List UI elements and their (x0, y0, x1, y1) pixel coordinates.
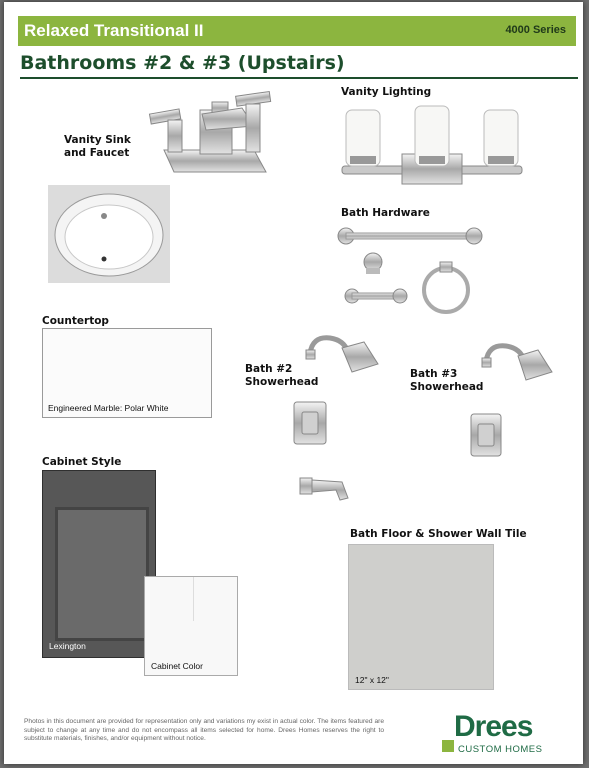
floor-tile-label: Bath Floor & Shower Wall Tile (350, 528, 527, 540)
tub-spout-image (298, 472, 354, 506)
vanity-sink-label-line1: Vanity Sink (64, 134, 131, 146)
logo-wordmark: Drees (454, 710, 533, 743)
cabinet-color-caption: Cabinet Color (151, 661, 203, 671)
cabinet-style-label: Cabinet Style (42, 456, 122, 468)
bath3-label-line2: Showerhead (410, 381, 484, 393)
page-title: Relaxed Transitional II (24, 21, 204, 40)
bath-hardware-label: Bath Hardware (341, 207, 430, 219)
vanity-sink-label (64, 134, 131, 160)
sink-image (48, 185, 170, 283)
vanity-sink-label-line2: and Faucet (64, 147, 130, 159)
header-banner (18, 16, 576, 46)
disclaimer-text: Photos in this document are provided for representation only and variations my exist in actual color. The items featured are subject to change at any time and do not encompass all items selected for home. Drees Homes reserves the right to substitute materials, finishes, and/or equipment without notice. (24, 718, 384, 742)
countertop-label: Countertop (42, 315, 109, 327)
bath3-valve-image (469, 412, 505, 460)
section-divider (20, 77, 578, 79)
bath2-valve-image (292, 400, 330, 448)
faucet-image (142, 90, 292, 182)
logo-subtitle: CUSTOM HOMES (458, 744, 543, 755)
bath3-label-line1: Bath #3 (410, 368, 458, 380)
floor-tile-swatch (348, 544, 494, 690)
tile-size-caption: 12" x 12" (355, 675, 389, 685)
spec-sheet-page (4, 2, 583, 764)
cabinet-door-swatch (42, 470, 156, 658)
cabinet-door-panel (55, 507, 149, 641)
section-title: Bathrooms #2 & #3 (Upstairs) (20, 52, 345, 74)
bath2-showerhead-image (304, 332, 382, 382)
cabinet-color-seam (193, 577, 194, 621)
bath3-showerhead-image (480, 338, 556, 390)
vanity-lighting-label: Vanity Lighting (341, 86, 432, 98)
countertop-caption: Engineered Marble: Polar White (48, 403, 169, 413)
logo-leaf-icon (442, 740, 454, 752)
bath2-label-line2: Showerhead (245, 376, 319, 388)
vanity-light-image (334, 102, 530, 192)
cabinet-color-swatch (144, 576, 238, 676)
cabinet-style-caption: Lexington (49, 641, 86, 651)
bath2-label-line1: Bath #2 (245, 363, 293, 375)
bath3-showerhead-label (410, 368, 483, 394)
bath-hardware-image (336, 224, 486, 320)
countertop-swatch (42, 328, 212, 418)
series-label: 4000 Series (505, 24, 566, 36)
drees-logo (442, 710, 562, 758)
